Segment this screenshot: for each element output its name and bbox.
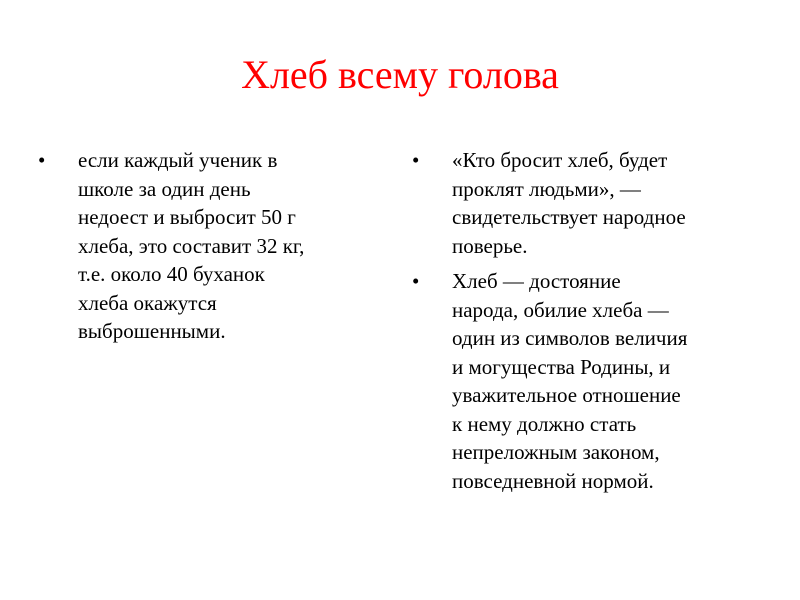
bullet-text: Хлеб — достояние народа, обилие хлеба — один из символов величия и могущества Родины, и уважительное отношение к нему должно стать непреложным законом, повседневной нормой. <box>452 269 688 493</box>
bullet-item <box>412 267 762 495</box>
bullet-text: если каждый ученик в школе за один день недоест и выбросит 50 г хлеба, это составит 32 кг, т.е. около 40 буханок хлеба окажутся выброшенными. <box>78 148 305 343</box>
bullet-item <box>38 146 368 346</box>
left-column <box>38 146 368 353</box>
bullet-item <box>412 146 762 260</box>
slide-title: Хлеб всему голова <box>241 52 559 97</box>
bullet-marker: • <box>412 148 420 172</box>
bullet-marker: • <box>38 148 46 172</box>
bullet-marker: • <box>412 269 420 293</box>
bullet-text: «Кто бросит хлеб, будет проклят людьми», — свидетельствует народное поверье. <box>452 148 686 258</box>
right-column <box>412 146 762 502</box>
